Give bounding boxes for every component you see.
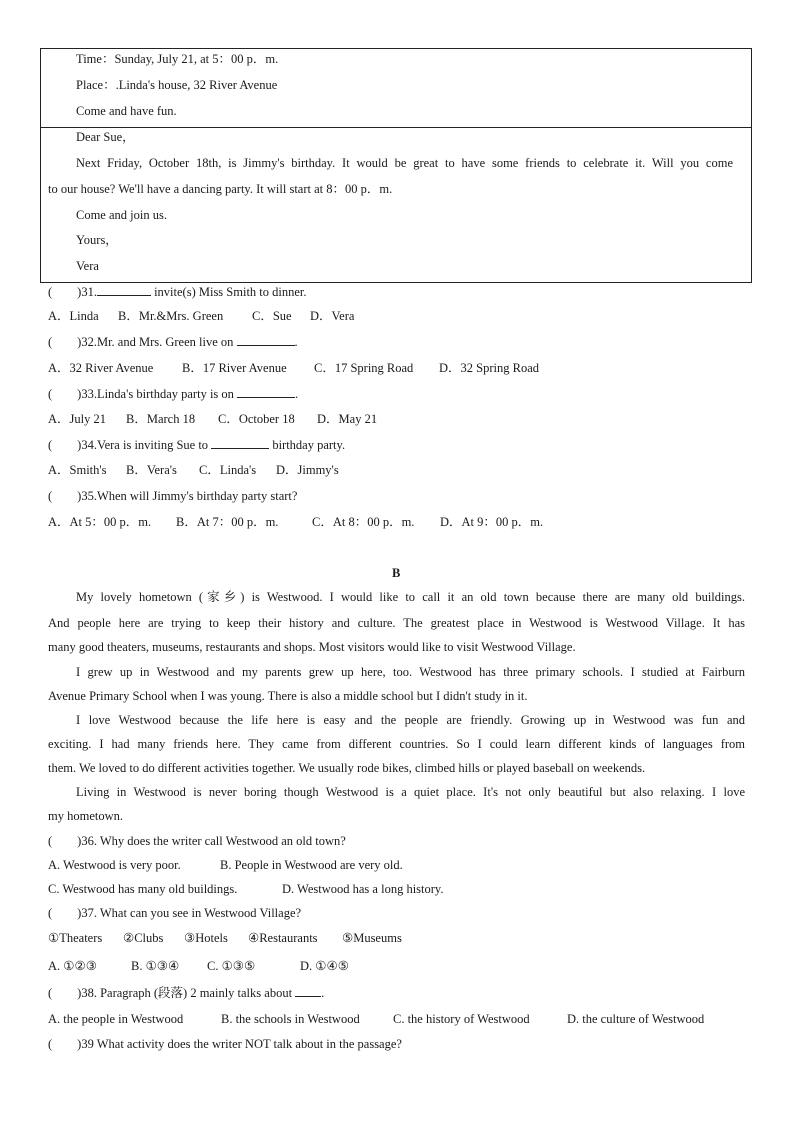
q35-option-c[interactable]: C．At 8：00 p．m. <box>312 515 415 529</box>
q34-option-d[interactable]: D．Jimmy's <box>276 463 339 477</box>
answer-blank[interactable] <box>237 334 295 346</box>
q31-option-b[interactable]: B．Mr.&Mrs. Green <box>118 309 224 323</box>
letter-join: Come and join us. <box>76 208 167 222</box>
section-b-title: B <box>392 566 401 580</box>
q31-option-a[interactable]: A．Linda <box>48 309 99 323</box>
q32-option-a[interactable]: A．32 River Avenue <box>48 361 154 375</box>
q38-option-c[interactable]: C. the history of Westwood <box>393 1012 530 1026</box>
q35-option-a[interactable]: A．At 5：00 p．m. <box>48 515 152 529</box>
passage-p3-line2: exciting. I had many friends here. They came from different countries. So I could learn different kinds of languages from <box>48 737 745 751</box>
passage-p4-line1: Living in Westwood is never boring though Westwood is a quiet place. It's not only beautiful but also relaxing. I love <box>76 785 745 799</box>
q32-option-b[interactable]: B．17 River Avenue <box>182 361 287 375</box>
q35-option-b[interactable]: B．At 7：00 p．m. <box>176 515 279 529</box>
answer-blank[interactable] <box>237 386 295 398</box>
question-35: ( )35.When will Jimmy's birthday party start? <box>48 489 298 503</box>
passage-p4-line2: my hometown. <box>48 809 123 823</box>
answer-blank[interactable] <box>295 985 321 997</box>
q37-option-a[interactable]: A. ①②③ <box>48 959 97 973</box>
question-32: ( )32.Mr. and Mrs. Green live on . <box>48 335 298 349</box>
q33-option-a[interactable]: A．July 21 <box>48 412 106 426</box>
q34-option-b[interactable]: B．Vera's <box>126 463 177 477</box>
q36-option-c[interactable]: C. Westwood has many old buildings. <box>48 882 238 896</box>
q37-item-2: ②Clubs <box>123 931 164 945</box>
letter-body-line1: Next Friday, October 18th, is Jimmy's birthday. It would be great to have some friends to celebrate it. Will you come <box>76 156 733 170</box>
q34-option-c[interactable]: C．Linda's <box>199 463 257 477</box>
q36-option-b[interactable]: B. People in Westwood are very old. <box>220 858 403 872</box>
q37-option-d[interactable]: D. ①④⑤ <box>300 959 349 973</box>
invite-time: Time：Sunday, July 21, at 5：00 p．m. <box>76 52 279 66</box>
letter-closing: Yours， <box>76 233 118 247</box>
q38-option-b[interactable]: B. the schools in Westwood <box>221 1012 360 1026</box>
invite-come: Come and have fun. <box>76 104 177 118</box>
invite-place: Place：.Linda's house, 32 River Avenue <box>76 78 278 92</box>
question-31: ( )31. invite(s) Miss Smith to dinner. <box>48 285 307 299</box>
q37-item-1: ①Theaters <box>48 931 103 945</box>
q36-option-a[interactable]: A. Westwood is very poor. <box>48 858 181 872</box>
question-38: ( )38. Paragraph (段落) 2 mainly talks about . <box>48 986 325 1000</box>
question-33: ( )33.Linda's birthday party is on . <box>48 387 299 401</box>
q37-item-5: ⑤Museums <box>342 931 402 945</box>
q31-option-d[interactable]: D．Vera <box>310 309 355 323</box>
q37-option-c[interactable]: C. ①③⑤ <box>207 959 256 973</box>
q37-item-3: ③Hotels <box>184 931 228 945</box>
passage-p2-line2: Avenue Primary School when I was young. There is also a middle school but I didn't study in it. <box>48 689 528 703</box>
q32-option-c[interactable]: C．17 Spring Road <box>314 361 414 375</box>
passage-p2-line1: I grew up in Westwood and my parents grew up here, too. Westwood has three primary schools. I studied at Fairburn <box>76 665 745 679</box>
q33-option-c[interactable]: C．October 18 <box>218 412 295 426</box>
q32-option-d[interactable]: D．32 Spring Road <box>439 361 540 375</box>
q37-item-4: ④Restaurants <box>248 931 318 945</box>
q38-option-a[interactable]: A. the people in Westwood <box>48 1012 184 1026</box>
letter-box <box>40 127 752 283</box>
passage-p1-line3: many good theaters, museums, restaurants and shops. Most visitors would like to visit Westwood Village. <box>48 640 576 654</box>
letter-greeting: Dear Sue， <box>76 130 135 144</box>
answer-blank[interactable] <box>211 437 269 449</box>
q34-option-a[interactable]: A．Smith's <box>48 463 107 477</box>
q36-option-d[interactable]: D. Westwood has a long history. <box>282 882 444 896</box>
question-34: ( )34.Vera is inviting Sue to birthday party. <box>48 438 346 452</box>
passage-p1-line1: My lovely hometown (家乡) is Westwood. I would like to call it an old town because there are many old buildings. <box>76 590 745 604</box>
passage-p3-line1: I love Westwood because the life here is easy and the people are friendly. Growing up in Westwood was fun and <box>76 713 745 727</box>
passage-p3-line3: them. We loved to do different activities together. We usually rode bikes, climbed hills or played baseball on weekends. <box>48 761 646 775</box>
answer-blank[interactable] <box>97 284 151 296</box>
q37-option-b[interactable]: B. ①③④ <box>131 959 180 973</box>
q33-option-b[interactable]: B．March 18 <box>126 412 196 426</box>
question-39: ( )39 What activity does the writer NOT talk about in the passage? <box>48 1037 402 1051</box>
passage-p1-line2: And people here are trying to keep their history and culture. The greatest place in Westwood is Westwood Village. It has <box>48 616 745 630</box>
q35-option-d[interactable]: D．At 9：00 p．m. <box>440 515 544 529</box>
question-36: ( )36. Why does the writer call Westwood an old town? <box>48 834 346 848</box>
letter-signature: Vera <box>76 259 99 273</box>
q38-option-d[interactable]: D. the culture of Westwood <box>567 1012 705 1026</box>
question-37: ( )37. What can you see in Westwood Village? <box>48 906 302 920</box>
q31-option-c[interactable]: C．Sue <box>252 309 292 323</box>
letter-body-line2: to our house? We'll have a dancing party. It will start at 8：00 p．m. <box>48 182 393 196</box>
q33-option-d[interactable]: D．May 21 <box>317 412 378 426</box>
